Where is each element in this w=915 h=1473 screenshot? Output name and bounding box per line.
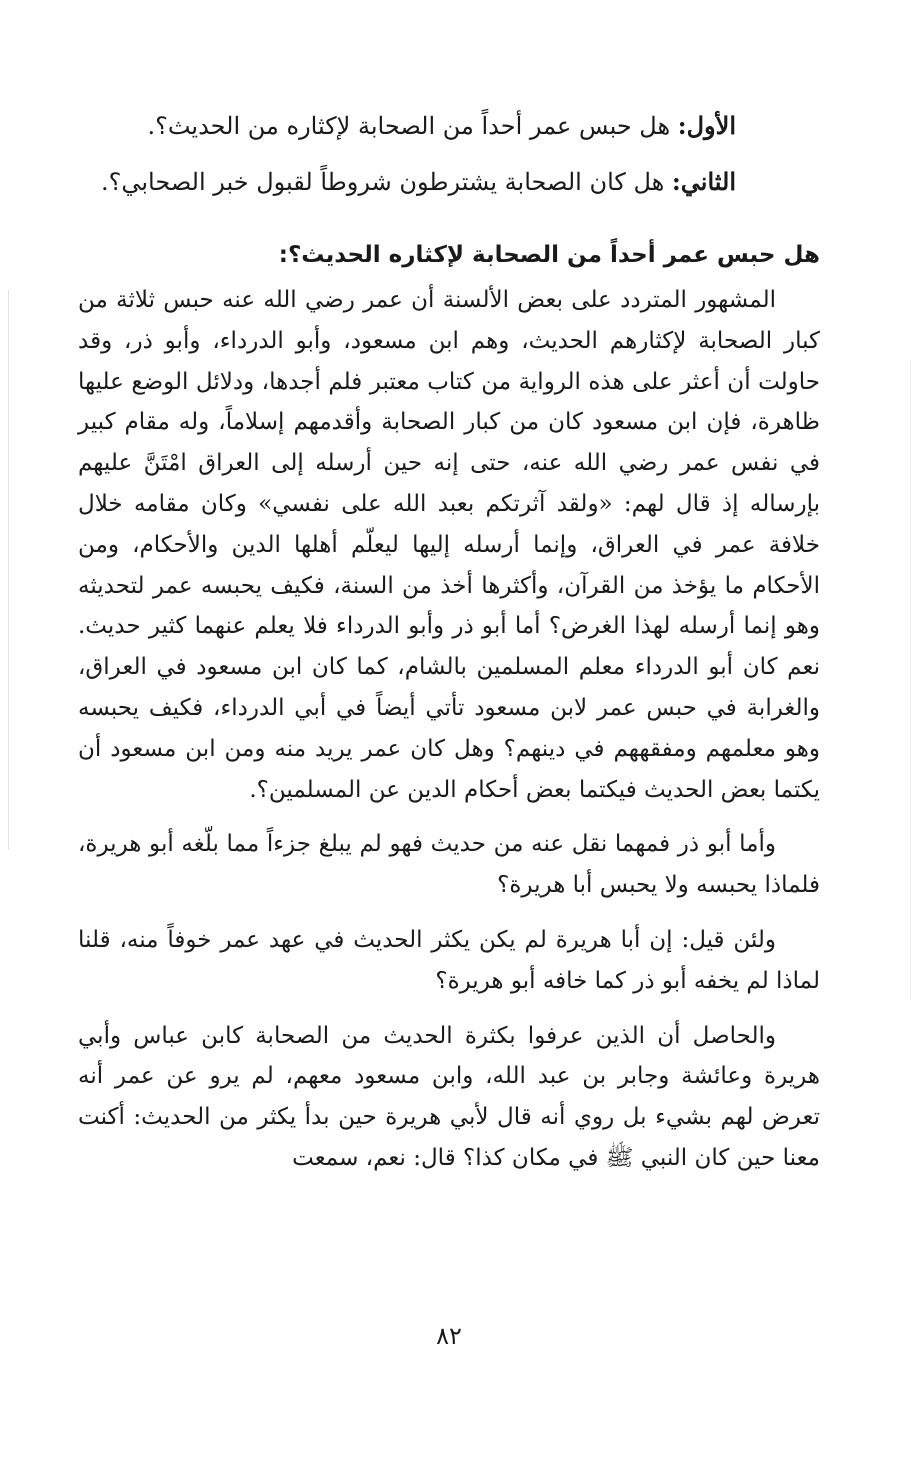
paragraph-text: والحاصل أن الذين عرفوا بكثرة الحديث من الصحابة كابن عباس وأبي هريرة وعائشة وجابر بن عبد الله، وابن مسعود معهم، لم يرو عن عمر أنه تعرض لهم بشيء بل روي أنه قال لأبي هريرة حين بدأ يكثر من الحديث: أكنت معنا حين كان النبي ﷺ في مكان كذا؟ قال: نعم، سمعت [78, 1022, 820, 1171]
question-label: الأول: [677, 111, 736, 140]
paragraph-text: ولئن قيل: إن أبا هريرة لم يكن يكثر الحديث في عهد عمر خوفاً منه، قلنا لماذا لم يخفه أبو ذر كما خافه أبو هريرة؟ [78, 926, 820, 994]
paragraph-text: وأما أبو ذر فمهما نقل عنه من حديث فهو لم يبلغ جزءاً مما بلّغه أبو هريرة، فلماذا يحبسه ولا يحبس أبا هريرة؟ [78, 831, 820, 899]
paragraph-text: المشهور المتردد على بعض الألسنة أن عمر رضي الله عنه حبس ثلاثة من كبار الصحابة لإكثارهم الحديث، وهم ابن مسعود، وأبو الدرداء، وأبو ذر، وقد حاولت أن أعثر على هذه الرواية من كتاب معتبر فلم أجدها، ودلائل الوضع عليها ظاهرة، فإن ابن مسعود كان من كبار الصحابة وأقدمهم إسلاماً، وله مقام كبير في نفس عمر رضي الله عنه، حتى إنه حين أرسله إلى العراق امْتَنَّ عليهم بإرساله إذ قال لهم: «ولقد آثرتكم بعبد الله على نفسي» وكان مقامه خلال خلافة عمر في العراق، وإنما أرسله إليها ليعلّم أهلها الدين والأحكام، ومن الأحكام ما يؤخذ من القرآن، وأكثرها أخذ من السنة، فكيف يحبسه عمر لتحديثه وهو إنما أرسله لهذا الغرض؟ أما أبو ذر وأبو الدرداء فلا يعلم عنهما كثير حديث. نعم كان أبو الدرداء معلم المسلمين بالشام، كما كان ابن مسعود في العراق، والغرابة في حبس عمر لابن مسعود تأتي أيضاً في أبي الدرداء، فكيف يحبسه وهو معلمهم ومفقههم في دينهم؟ وهل كان عمر يريد منه ومن ابن مسعود أن يكتما بعض الحديث فيكتما بعض أحكام الدين عن المسلمين؟. [78, 287, 820, 803]
book-page [78, 90, 820, 1450]
scan-edge-mark [910, 360, 911, 1000]
question-list [78, 98, 820, 210]
body-text [78, 280, 820, 1193]
question-label: الثاني: [671, 167, 736, 196]
question-text: هل كان الصحابة يشترطون شروطاً لقبول خبر الصحابي؟. [100, 168, 672, 196]
section-heading: هل حبس عمر أحداً من الصحابة لإكثاره الحديث؟: [278, 242, 820, 268]
paragraph [78, 920, 820, 1002]
page-number: ٨٢ [436, 1322, 462, 1350]
scan-edge-mark [8, 290, 9, 850]
paragraph [78, 824, 820, 906]
question-second [78, 154, 820, 210]
paragraph [78, 280, 820, 810]
question-text: هل حبس عمر أحداً من الصحابة لإكثاره من الحديث؟. [147, 112, 678, 140]
question-first [78, 98, 820, 154]
paragraph [78, 1016, 820, 1179]
